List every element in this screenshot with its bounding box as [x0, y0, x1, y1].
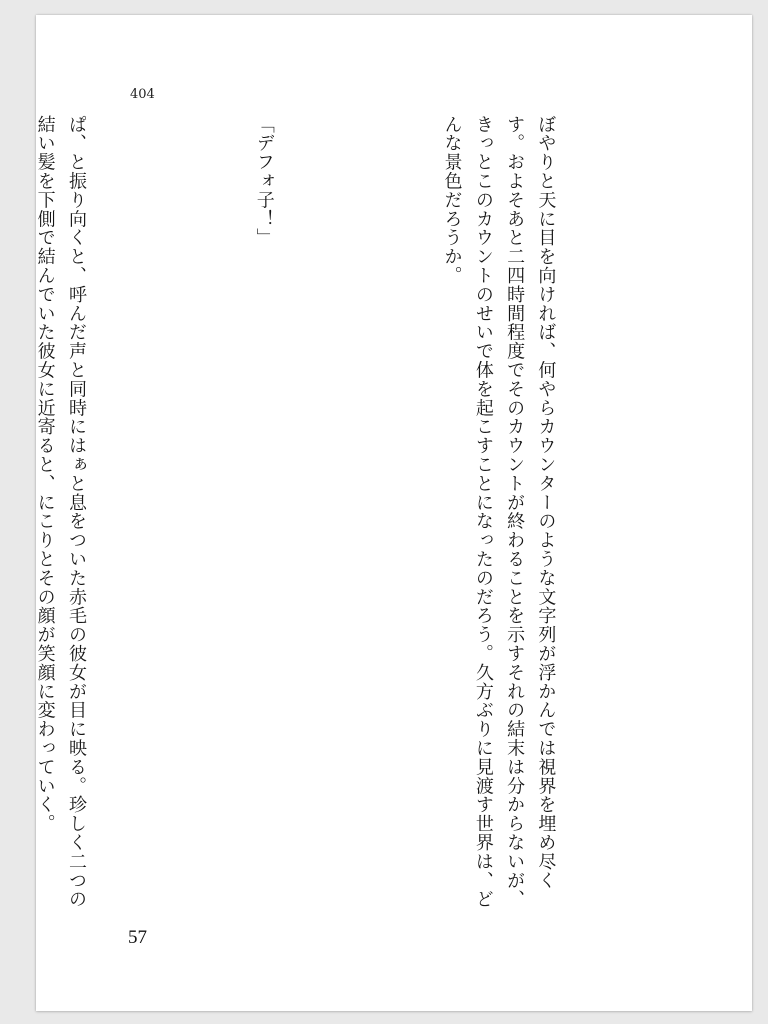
paragraph-1: ぼやりと天に目を向ければ、何やらカウンターのような文字列が浮かんでは視界を埋め尽くす。およそあと二四時間程度でそのカウントが終わることを示すそれの結末は分からないが、きっとこのカウントのせいで体を起こすことになったのだろう。久方ぶりに見渡す世界は、どんな景色だろうか。	[441, 115, 557, 909]
paragraph-2: ぱ、と振り向くと、呼んだ声と同時にはぁと息をついた赤毛の彼女が目に映る。珍しく二つの結い髪を下側で結んでいた彼女に近寄ると、にこりとその顔が笑顔に変わっていく。	[34, 115, 87, 909]
blank-line	[342, 115, 373, 915]
dialogue-defoko: 「デフォ子！」	[253, 115, 275, 248]
book-page	[36, 15, 752, 1011]
blank-line	[155, 115, 186, 915]
running-header-number: 404	[130, 87, 155, 102]
vertical-body-text	[34, 115, 624, 915]
page-number: 57	[128, 927, 147, 948]
